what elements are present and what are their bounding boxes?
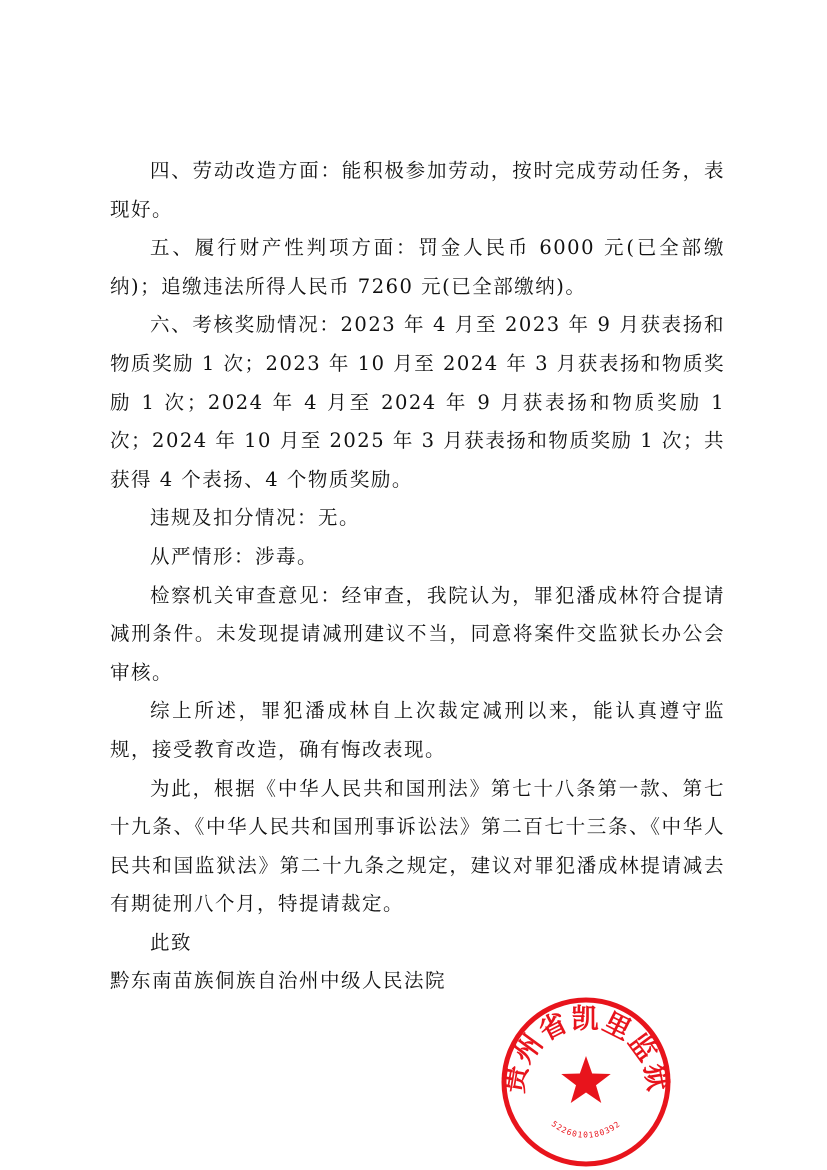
paragraph-summary: 综上所述，罪犯潘成林自上次裁定减刑以来，能认真遵守监规，接受教育改造，确有悔改表现。: [110, 699, 725, 761]
paragraph-strict-circumstances: 从严情形：涉毒。: [150, 544, 319, 568]
paragraph-violations: 违规及扣分情况：无。: [150, 506, 361, 530]
paragraph-property-judgment: 五、履行财产性判项方面：罚金人民币 6000 元(已全部缴纳)；追缴违法所得人民币 7260 元(已全部缴纳)。: [110, 236, 725, 298]
document-body: [110, 152, 725, 1001]
seal-text: 贵州省凯里监狱: [498, 1003, 674, 1096]
paragraph-legal-basis: 为此，根据《中华人民共和国刑法》第七十八条第一款、第七十九条、《中华人民共和国刑事诉讼法》第二百七十三条、《中华人民共和国监狱法》第二十九条之规定，建议对罪犯潘成林提请减去有期徒刑八个月，特提请裁定。: [110, 776, 725, 916]
paragraph-rewards: 六、考核奖励情况：2023 年 4 月至 2023 年 9 月获表扬和物质奖励 1 次；2023 年 10 月至 2024 年 3 月获表扬和物质奖励 1 次；2024 年 4 月至 2024 年 9 月获表扬和物质奖励 1 次；2024 年 10 月至 2025 年 3 月获表扬和物质奖励 1 次；共获得 4 个表扬、4 个物质奖励。: [110, 313, 725, 491]
paragraph-labor-reform: 四、劳动改造方面：能积极参加劳动，按时完成劳动任务，表现好。: [110, 159, 725, 221]
addressee: 黔东南苗族侗族自治州中级人民法院: [110, 969, 447, 993]
seal-star-icon: [561, 1056, 610, 1103]
official-seal-icon: [498, 994, 674, 1170]
paragraph-procuratorate-opinion: 检察机关审查意见：经审查，我院认为，罪犯潘成林符合提请减刑条件。未发现提请减刑建议不当，同意将案件交监狱长办公会审核。: [110, 583, 725, 684]
seal-number: 5226010180392: [549, 1119, 623, 1140]
paragraph-salutation: 此致: [150, 930, 193, 954]
